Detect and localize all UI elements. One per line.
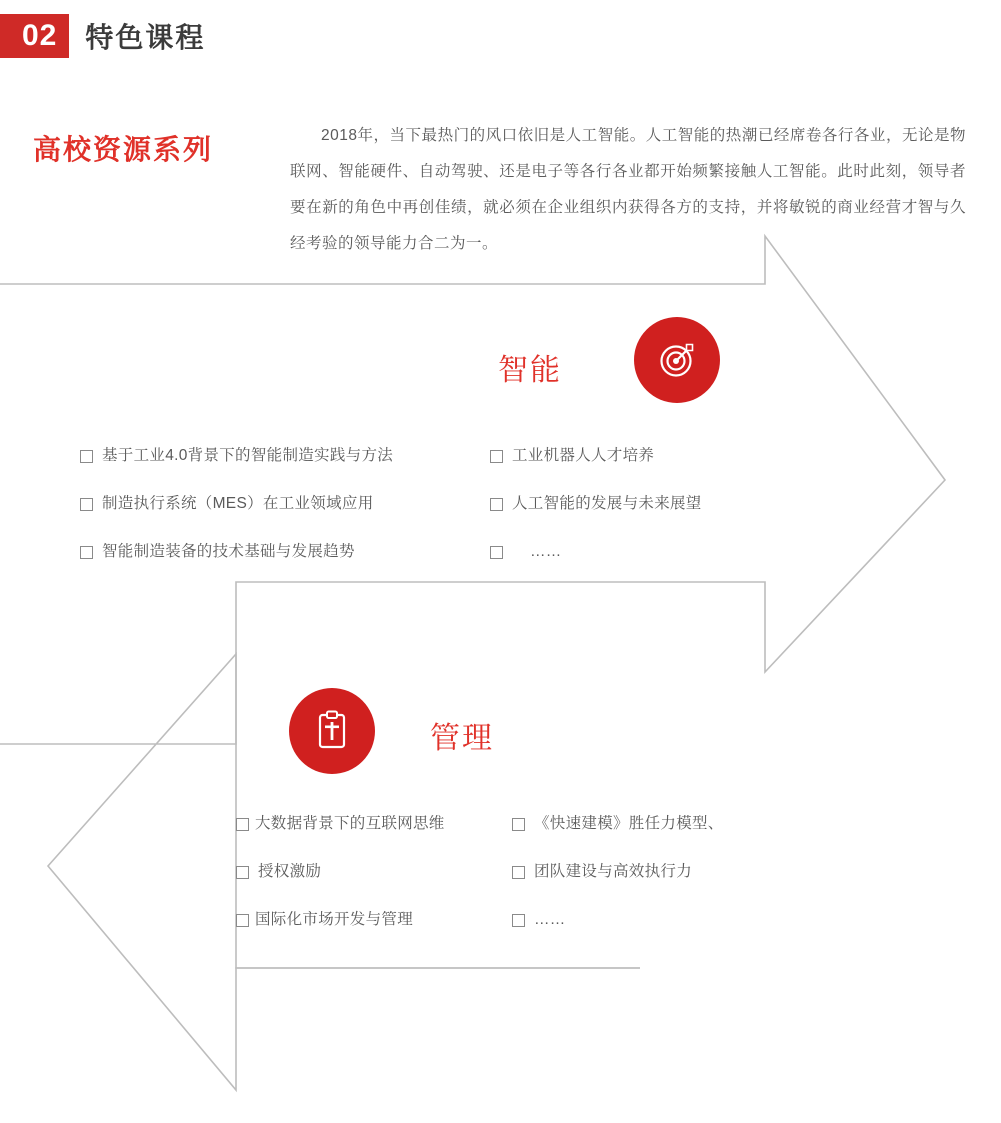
checkbox-icon[interactable] [512,914,525,927]
section-header [0,14,205,58]
checkbox-icon[interactable] [236,866,249,879]
list-item [512,800,724,848]
intelligent-section-label: 智能 [498,354,562,387]
series-title: 高校资源系列 [33,134,214,165]
intelligent-checklist [80,432,702,576]
list-item-label: 《快速建模》胜任力模型、 [534,815,724,832]
checkbox-icon[interactable] [80,546,93,559]
management-icon-circle [289,688,375,774]
list-item-label: 工业机器人人才培养 [512,447,655,464]
checkbox-icon[interactable] [236,914,249,927]
management-section-label: 管理 [430,722,494,755]
list-item-label: 大数据背景下的互联网思维 [255,815,445,832]
checkbox-icon[interactable] [512,818,525,831]
list-item-label: …… [534,911,566,928]
checkbox-icon[interactable] [490,498,503,511]
list-item [80,528,458,576]
list-item [490,480,702,528]
list-item [236,800,486,848]
checkbox-icon[interactable] [490,546,503,559]
list-item-label: 基于工业4.0背景下的智能制造实践与方法 [102,447,394,464]
list-item [512,896,724,944]
clipboard-icon [312,709,352,753]
checkbox-icon[interactable] [512,866,525,879]
target-icon [655,338,699,382]
list-item-label: 国际化市场开发与管理 [255,911,414,928]
list-item [80,432,458,480]
checkbox-icon[interactable] [80,498,93,511]
list-item-label: 人工智能的发展与未来展望 [512,495,702,512]
list-item [512,848,724,896]
intro-paragraph: 2018年，当下最热门的风口依旧是人工智能。人工智能的热潮已经席卷各行各业，无论是物联网、智能硬件、自动驾驶、还是电子等各行各业都开始频繁接触人工智能。此时此刻，领导者要在新的角色中再创佳绩，就必须在企业组织内获得各方的支持，并将敏锐的商业经营才智与久经考验的领导能力合二为一。 [290,127,966,252]
list-item-label: 制造执行系统（MES）在工业领域应用 [102,495,374,512]
list-item [490,432,702,480]
list-item [80,480,458,528]
checkbox-icon[interactable] [236,818,249,831]
list-item [490,528,702,576]
list-item-label: 团队建设与高效执行力 [534,863,693,880]
list-item-label: 智能制造装备的技术基础与发展趋势 [102,543,355,560]
page-title: 特色课程 [85,22,206,53]
checkbox-icon[interactable] [80,450,93,463]
list-item-label: …… [530,543,562,560]
list-item [236,848,486,896]
checkbox-icon[interactable] [490,450,503,463]
section-number-badge: 02 [0,14,69,58]
intelligent-icon-circle [634,317,720,403]
list-item [236,896,486,944]
list-item-label: 授权激励 [258,863,322,880]
management-checklist [236,800,724,944]
